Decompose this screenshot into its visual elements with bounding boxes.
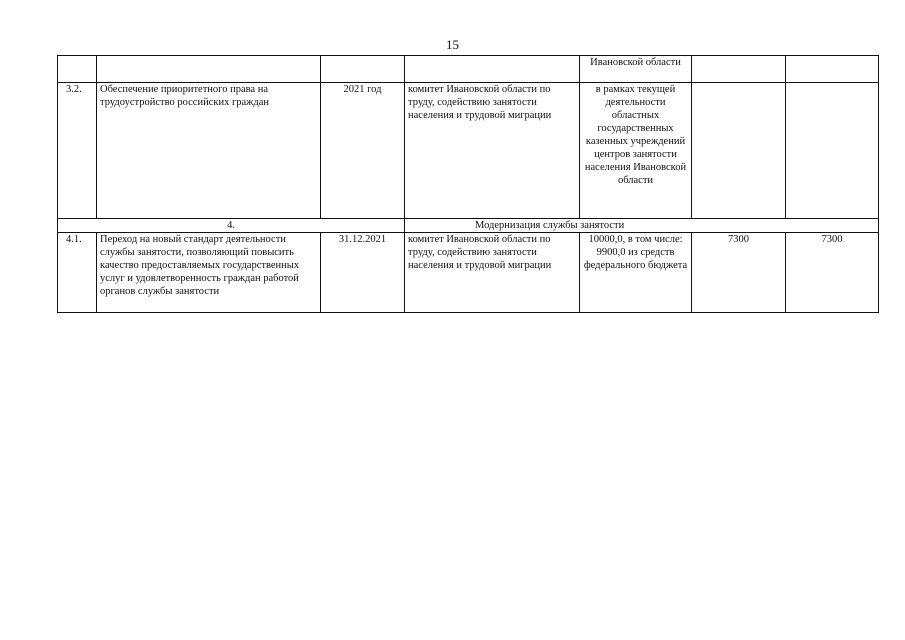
deadline-cell: [321, 56, 405, 83]
value-cell-2: [786, 56, 879, 83]
page-number: 15: [446, 37, 459, 52]
row-number: 3.2.: [58, 83, 97, 219]
executor-cell: [405, 56, 580, 83]
value-cell-2: [786, 83, 879, 219]
deadline-cell: 31.12.2021: [321, 233, 405, 313]
value-cell-2: 7300: [786, 233, 879, 313]
table-row: [58, 56, 879, 83]
executor-cell: комитет Ивановской области по труду, содействию занятости населения и трудовой миграции: [405, 233, 580, 313]
executor-cell: комитет Ивановской области по труду, содействию занятости населения и трудовой миграции: [405, 83, 580, 219]
measure-cell: Обеспечение приоритетного права на трудоустройство российских граждан: [97, 83, 321, 219]
measure-cell: [97, 56, 321, 83]
value-cell-1: 7300: [692, 233, 786, 313]
section-number: 4.: [58, 219, 405, 233]
section-title: Модернизация службы занятости: [405, 219, 879, 233]
funding-cell: 10000,0, в том числе: 9900,0 из средств федерального бюджета: [580, 233, 692, 313]
measures-table: [57, 55, 879, 313]
measure-cell: Переход на новый стандарт деятельности службы занятости, позволяющий повысить качество предоставляемых государственных услуг и удовлетворенность граждан работой органов службы занятости: [97, 233, 321, 313]
funding-cell: Ивановской области: [580, 56, 692, 83]
deadline-cell: 2021 год: [321, 83, 405, 219]
row-number: [58, 56, 97, 83]
value-cell-1: [692, 56, 786, 83]
funding-cell: в рамках текущей деятельности областных государственных казенных учреждений центров занятости населения Ивановской области: [580, 83, 692, 219]
row-number: 4.1.: [58, 233, 97, 313]
value-cell-1: [692, 83, 786, 219]
table-row: [58, 83, 879, 219]
table-row: [58, 233, 879, 313]
section-row: [58, 219, 879, 233]
